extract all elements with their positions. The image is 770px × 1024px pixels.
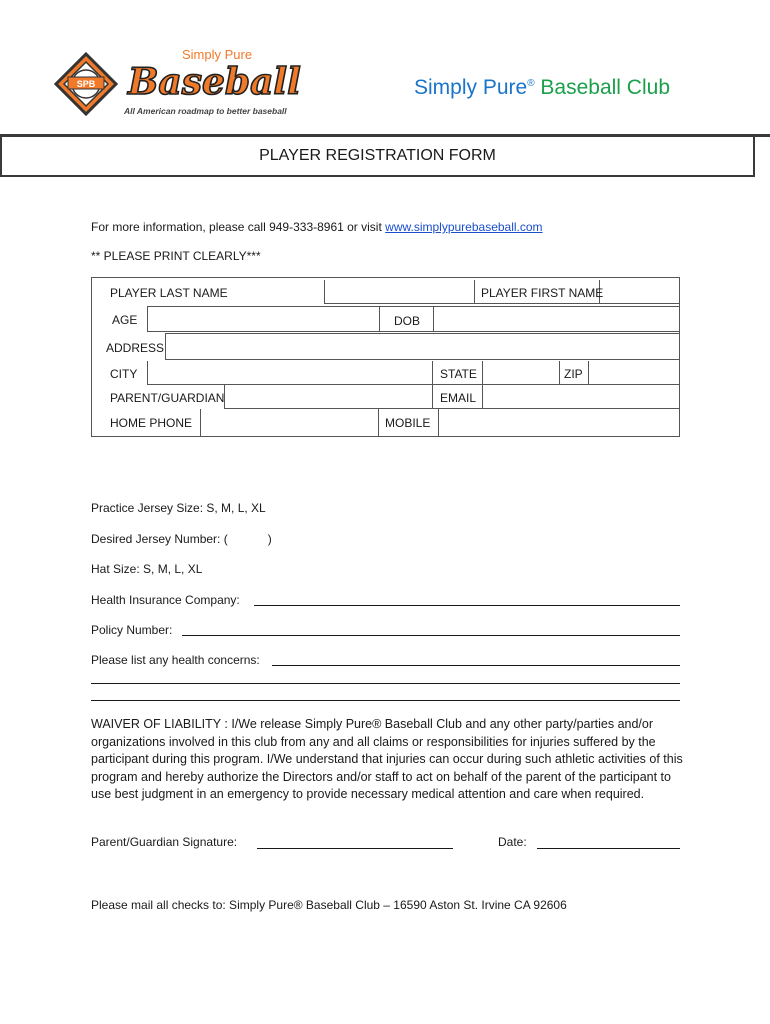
jersey-size-text: Practice Jersey Size: S, M, L, XL [91, 501, 266, 515]
health-concerns-line-1[interactable] [272, 665, 680, 666]
last-name-label: PLAYER LAST NAME [110, 286, 228, 300]
club-name-part2: Baseball Club [540, 76, 671, 99]
address-input[interactable] [166, 333, 679, 360]
info-text: For more information, please call 949-333-8961 or visit [91, 220, 382, 234]
waiver-of-liability: WAIVER OF LIABILITY : I/We release Simply Pure® Baseball Club and any other party/parties and/or organizations involved in this club from any and all claims or responsibilities for injuries suffered by the participant during this program. I/We understand that injuries can occur during such athletic activities of this program and hereby authorize the Directors and/or staff to act on behalf of the parent of the participant to use best judgment in an emergency to provide necessary medical attention and care when required. [91, 717, 683, 801]
signature-line[interactable] [257, 848, 453, 849]
simply-pure-baseball-logo [54, 44, 304, 122]
parent-label: PARENT/GUARDIAN [110, 391, 225, 405]
zip-label: ZIP [564, 367, 583, 381]
health-concerns-line-2[interactable] [91, 683, 680, 684]
mail-checks-note: Please mail all checks to: Simply Pure® Baseball Club – 16590 Aston St. Irvine CA 92606 [91, 898, 567, 912]
form-title: PLAYER REGISTRATION FORM [259, 147, 496, 164]
home-phone-input[interactable] [201, 409, 379, 436]
age-label-cell [100, 306, 148, 332]
first-name-input[interactable] [600, 280, 679, 304]
mobile-input[interactable] [439, 409, 679, 436]
home-phone-label-cell [100, 409, 201, 436]
website-link[interactable]: www.simplypurebaseball.com [385, 220, 543, 234]
form-title-box [0, 137, 755, 177]
hat-size-text: Hat Size: S, M, L, XL [91, 562, 203, 576]
signature-label: Parent/Guardian Signature: [91, 835, 238, 849]
last-name-input[interactable] [325, 280, 475, 304]
logo-tagline: All American roadmap to better baseball [124, 106, 287, 116]
address-label: ADDRESS [106, 341, 165, 355]
health-concerns-label: Please list any health concerns: [91, 653, 260, 667]
logo-top-text: Simply Pure [182, 47, 253, 62]
email-label-cell [433, 385, 483, 409]
city-label-cell [100, 361, 148, 385]
parent-label-cell [100, 385, 225, 409]
health-concerns-line-3[interactable] [91, 700, 680, 701]
club-name-part1: Simply Pure [414, 76, 528, 99]
logo-diamond-badge [56, 54, 116, 114]
dob-label: DOB [394, 314, 421, 328]
state-input[interactable] [483, 361, 559, 385]
age-input[interactable] [148, 306, 380, 332]
first-name-label-cell [475, 280, 604, 304]
address-label-cell [100, 333, 166, 360]
state-label-cell [433, 361, 483, 385]
logo-main-text: Baseball [128, 61, 301, 103]
parent-input[interactable] [225, 385, 433, 409]
state-label: STATE [440, 367, 477, 381]
policy-label: Policy Number: [91, 623, 173, 637]
registration-table [91, 277, 680, 437]
city-label: CITY [110, 367, 138, 381]
dob-input[interactable] [434, 306, 679, 332]
insurance-label: Health Insurance Company: [91, 593, 240, 607]
email-input[interactable] [483, 385, 679, 409]
date-line[interactable] [537, 848, 680, 849]
zip-input[interactable] [589, 361, 679, 385]
age-label: AGE [112, 313, 138, 327]
jersey-number-text: Desired Jersey Number: ( ) [91, 532, 272, 546]
mobile-label: MOBILE [385, 416, 431, 430]
logo-badge-text: SPB [76, 79, 96, 89]
last-name-label-cell [100, 280, 325, 304]
insurance-input-line[interactable] [254, 605, 680, 606]
city-input[interactable] [148, 361, 433, 385]
info-line [91, 220, 543, 234]
home-phone-label: HOME PHONE [110, 416, 193, 430]
club-name [414, 76, 670, 100]
first-name-label: PLAYER FIRST NAME [481, 286, 604, 300]
mobile-label-cell [379, 409, 439, 436]
policy-input-line[interactable] [182, 635, 680, 636]
zip-label-cell [559, 361, 589, 385]
date-label: Date: [498, 835, 527, 849]
email-label: EMAIL [440, 391, 477, 405]
registered-mark: ® [527, 78, 535, 89]
print-clearly-note: ** PLEASE PRINT CLEARLY*** [91, 249, 261, 263]
dob-label-cell [380, 306, 434, 332]
